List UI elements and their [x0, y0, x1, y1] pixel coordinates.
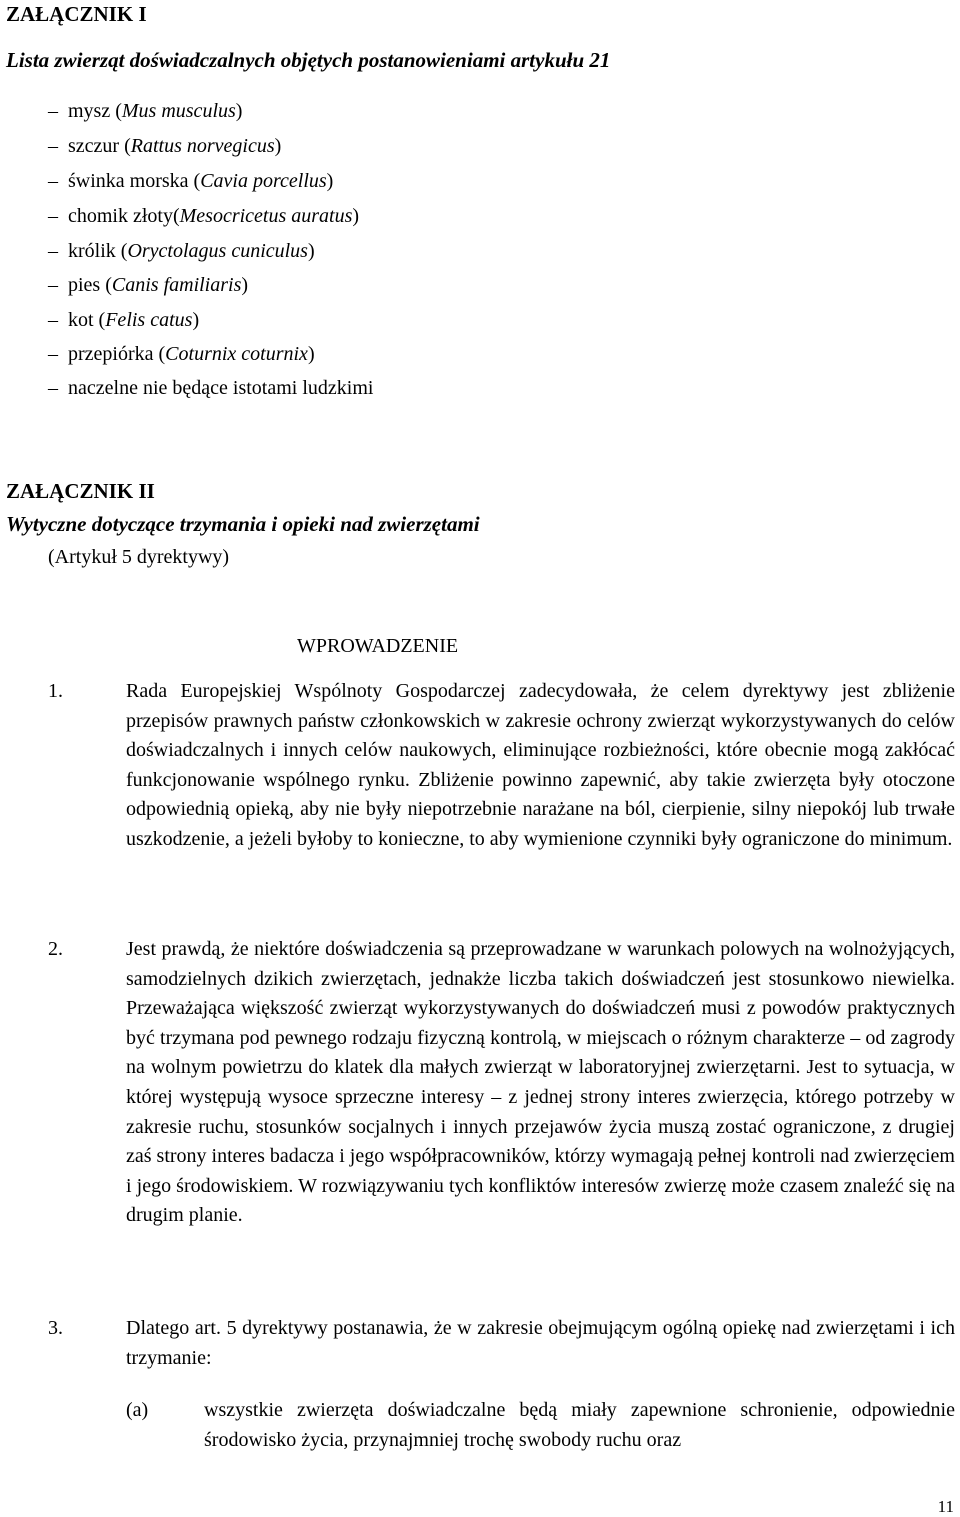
species-close-paren: ): [192, 309, 200, 331]
section-title: WPROWADZENIE: [297, 635, 459, 657]
list-dash: –: [48, 100, 58, 122]
subitem-a-text: wszystkie zwierzęta doświadczalne będą miały zapewnione schronienie, odpowiednie środowisko życia, przynajmniej trochę swobody ruchu oraz: [204, 1399, 955, 1451]
species-list-item: [48, 169, 333, 193]
species-common-name: pies (: [68, 274, 112, 296]
list-dash: –: [48, 309, 58, 331]
species-close-paren: ): [235, 100, 243, 122]
annex1-subtitle: Lista zwierząt doświadczalnych objętych postanowieniami artykułu 21: [6, 48, 611, 72]
paragraph-3-text: Dlatego art. 5 dyrektywy postanawia, że w zakresie obejmującym ogólną opiekę nad zwierzętami i ich trzymanie:: [126, 1317, 955, 1369]
list-dash: –: [48, 170, 58, 192]
species-list-item: [48, 204, 359, 228]
list-dash: –: [48, 274, 58, 296]
list-dash: –: [48, 343, 58, 365]
species-list-item: [48, 342, 315, 366]
annex2-heading: ZAŁĄCZNIK II: [6, 479, 155, 503]
annex1-heading: ZAŁĄCZNIK I: [6, 2, 147, 26]
list-dash: –: [48, 135, 58, 157]
article-reference: (Artykuł 5 dyrektywy): [48, 546, 230, 568]
species-close-paren: ): [274, 135, 282, 157]
species-latin-name: Mesocricetus auratus: [179, 205, 353, 227]
annex2-subtitle: Wytyczne dotyczące trzymania i opieki nad zwierzętami: [6, 512, 480, 536]
species-latin-name: Rattus norvegicus: [130, 135, 275, 157]
species-common-name: kot (: [68, 309, 106, 331]
species-list-item: [48, 273, 248, 297]
species-common-name: naczelne nie będące istotami ludzkimi: [68, 377, 374, 399]
species-close-paren: ): [326, 170, 334, 192]
page-number: 11: [937, 1497, 954, 1516]
paragraph-1-text: Rada Europejskiej Wspólnoty Gospodarczej zadecydowała, że celem dyrektywy jest zbliżenie przepisów prawnych państw członkowskich w zakresie ochrony zwierząt wykorzystywanych do celów doświadczalnych i innych celów naukowych, eliminujące rozbieżności, które obecnie mogą zakłócać funkcjonowanie wspólnego rynku. Zbliżenie powinno zapewnić, aby takie zwierzęta były otoczone odpowiednią opieką, aby nie były niepotrzebnie narażane na ból, cierpienie, silny niepokój lub trwałe uszkodzenie, a jeżeli byłoby to konieczne, to aby wymienione czynniki były ograniczone do minimum.: [126, 680, 955, 850]
species-close-paren: ): [352, 205, 360, 227]
paragraph-3-number: 3.: [48, 1317, 63, 1339]
list-dash: –: [48, 205, 58, 227]
list-dash: –: [48, 377, 58, 399]
species-list-item: [48, 99, 242, 123]
species-list-item: [48, 376, 373, 400]
species-close-paren: ): [307, 240, 315, 262]
species-close-paren: ): [241, 274, 249, 296]
species-common-name: królik (: [68, 240, 128, 262]
species-list-item: [48, 239, 315, 263]
species-latin-name: Felis catus: [105, 309, 193, 331]
species-common-name: mysz (: [68, 100, 122, 122]
paragraph-2-text: Jest prawdą, że niektóre doświadczenia są przeprowadzane w warunkach polowych na wolnożyjących, samodzielnych dzikich zwierzętach, jednakże liczba takich doświadczeń jest stosunkowo niewielka. Przeważająca większość zwierząt wykorzystywanych do doświadczeń musi z powodów praktycznych być trzymana pod pewnego rodzaju fizyczną kontrolą, w miejscach o różnym charakterze – od zagrody na wolnym powietrzu do klatek dla małych zwierząt w laboratoryjnej zwierzętarni. Jest to sytuacja, w której występują wysoce sprzeczne interesy – z jednej strony interes zwierzęcia, którego potrzeby w zakresie ruchu, stosunków socjalnych i innych przejawów życia muszą zostać ograniczone, z drugiej zaś strony interes badacza i jego współpracowników, którzy wymagają pełnej kontroli nad zwierzęciem i jego środowiskiem. W rozwiązywaniu tych konfliktów interesów zwierzę może czasem znaleźć się na drugim planie.: [126, 938, 955, 1227]
species-latin-name: Cavia porcellus: [200, 170, 327, 192]
species-list-item: [48, 308, 199, 332]
subitem-a-label: (a): [126, 1399, 149, 1421]
species-latin-name: Mus musculus: [121, 100, 236, 122]
species-common-name: szczur (: [68, 135, 131, 157]
species-close-paren: ): [307, 343, 315, 365]
paragraph-2-number: 2.: [48, 938, 63, 960]
species-list-item: [48, 134, 281, 158]
species-common-name: świnka morska (: [68, 170, 201, 192]
species-latin-name: Canis familiaris: [111, 274, 242, 296]
species-latin-name: Coturnix coturnix: [165, 343, 308, 365]
species-latin-name: Oryctolagus cuniculus: [127, 240, 308, 262]
species-common-name: przepiórka (: [68, 343, 166, 365]
paragraph-1-number: 1.: [48, 680, 63, 702]
species-common-name: chomik złoty(: [68, 205, 180, 227]
list-dash: –: [48, 240, 58, 262]
